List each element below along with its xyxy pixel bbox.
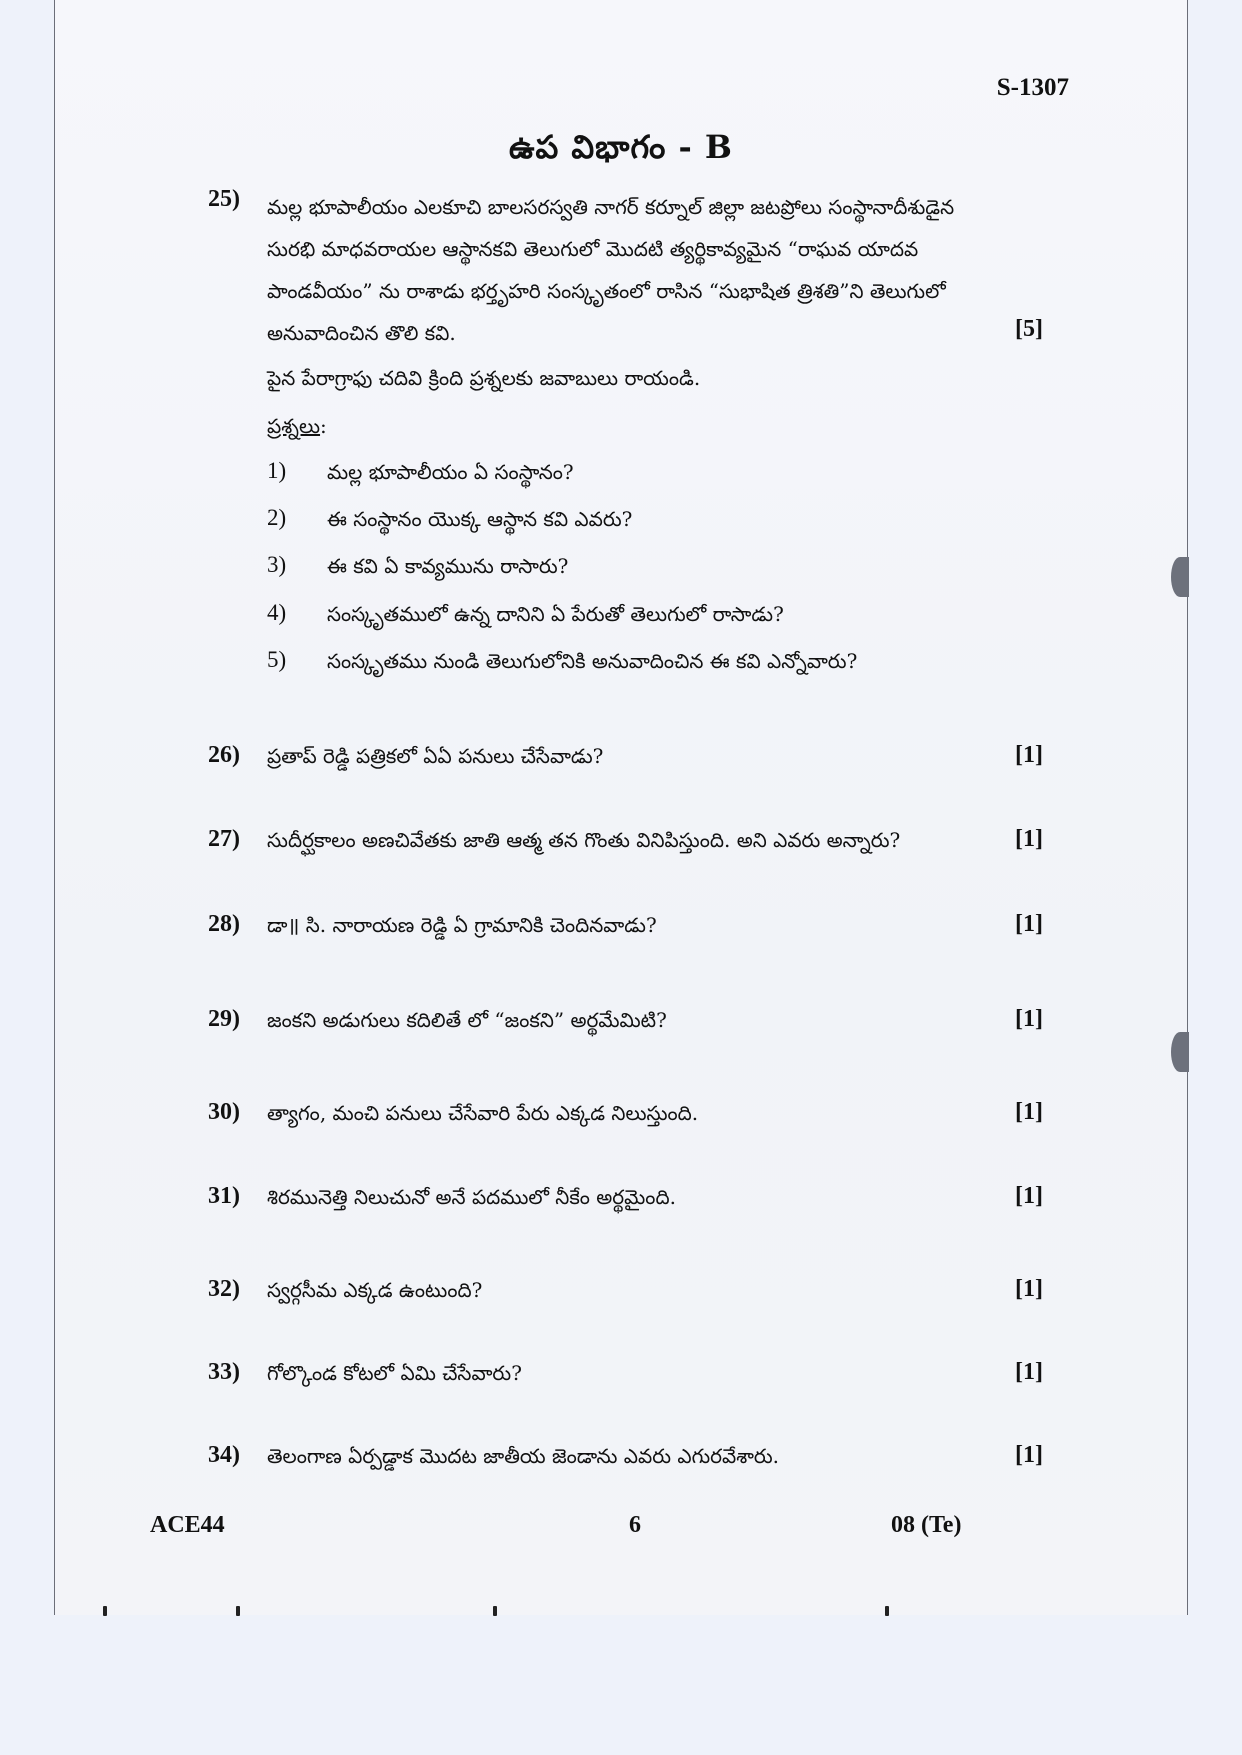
sub-question-number: 5) bbox=[267, 647, 287, 672]
q25-paragraph-line: మల్ల భూపాలీయం ఎలకూచి బాలసరస్వతి నాగర్ కర్నూల్ జిల్లా జటప్రోలు సంస్థానాదీశుడైన bbox=[267, 195, 955, 219]
question-number: 29) bbox=[208, 1006, 240, 1032]
sub-question-text: ఈ కవి ఏ కావ్యమును రాసారు? bbox=[327, 554, 569, 578]
question-text: శిరమునెత్తి నిలుచునో అనే పదములో నీకేం అర్థమైంది. bbox=[267, 1185, 676, 1209]
q25-paragraph-line: అనువాదించిన తొలి కవి. bbox=[267, 321, 456, 345]
question-number: 26) bbox=[208, 742, 240, 768]
exam-page bbox=[54, 0, 1188, 1615]
footer-code: ACE44 bbox=[150, 1512, 225, 1538]
question-number: 34) bbox=[208, 1442, 240, 1468]
page-number: 6 bbox=[629, 1512, 641, 1538]
q25-paragraph-line: సురభి మాధవరాయల ఆస్థానకవి తెలుగులో మొదటి త్యర్థికావ్యమైన “రాఘవ యాదవ bbox=[267, 237, 919, 261]
sub-question-number: 4) bbox=[267, 600, 287, 625]
sub-question-text: సంస్కృతములో ఉన్న దానిని ఏ పేరుతో తెలుగులో రాసాడు? bbox=[327, 602, 784, 626]
question-marks: [1] bbox=[1015, 1442, 1043, 1468]
sub-question-text: ఈ సంస్థానం యొక్క ఆస్థాన కవి ఎవరు? bbox=[327, 507, 633, 531]
question-text: తెలంగాణ ఏర్పడ్డాక మొదట జాతీయ జెండాను ఎవరు ఎగురవేశారు. bbox=[267, 1444, 780, 1468]
sub-question-number: 3) bbox=[267, 552, 287, 577]
question-text: స్వర్గసీమ ఎక్కడ ఉంటుంది? bbox=[267, 1278, 483, 1302]
question-text: ప్రతాప్ రెడ్డి పత్రికలో ఏఏ పనులు చేసేవాడు? bbox=[267, 744, 604, 768]
question-marks: [1] bbox=[1015, 1006, 1043, 1032]
scan-mark bbox=[103, 1606, 107, 1616]
question-text: జంకని అడుగులు కదిలితే లో “జంకని” అర్థమేమిటి? bbox=[267, 1008, 667, 1032]
question-text: గోల్కొండ కోటలో ఏమి చేసేవారు? bbox=[267, 1361, 522, 1385]
q25-paragraph-line: పాండవీయం” ను రాశాడు భర్తృహరి సంస్కృతంలో రాసిన “సుభాషిత త్రిశతి”ని తెలుగులో bbox=[267, 279, 946, 303]
question-number-25: 25) bbox=[208, 186, 240, 212]
question-number: 27) bbox=[208, 826, 240, 852]
question-marks: [1] bbox=[1015, 826, 1043, 852]
binder-hole-icon bbox=[1171, 557, 1189, 597]
question-number: 33) bbox=[208, 1359, 240, 1385]
question-text: సుదీర్ఘకాలం అణచివేతకు జాతి ఆత్మ తన గొంతు వినిపిస్తుంది. అని ఎవరు అన్నారు? bbox=[267, 828, 901, 852]
q25-paragraph bbox=[267, 186, 1137, 354]
binder-hole-icon bbox=[1171, 1032, 1189, 1072]
scan-mark bbox=[885, 1606, 889, 1616]
question-number: 28) bbox=[208, 911, 240, 937]
question-marks: [1] bbox=[1015, 1183, 1043, 1209]
q25-instruction: పైన పేరాగ్రాఫు చదివి క్రింది ప్రశ్నలకు జవాబులు రాయండి. bbox=[267, 366, 701, 390]
sub-question-text: మల్ల భూపాలీయం ఏ సంస్థానం? bbox=[327, 460, 574, 484]
question-number: 31) bbox=[208, 1183, 240, 1209]
sub-question-number: 1) bbox=[267, 458, 287, 483]
question-marks: [1] bbox=[1015, 1099, 1043, 1125]
sub-question-text: సంస్కృతము నుండి తెలుగులోనికి అనువాదించిన ఈ కవి ఎన్నోవారు? bbox=[327, 649, 858, 673]
scan-mark bbox=[493, 1606, 497, 1616]
question-marks: [1] bbox=[1015, 1276, 1043, 1302]
question-text: డా॥ సి. నారాయణ రెడ్డి ఏ గ్రామానికి చెందినవాడు? bbox=[267, 913, 657, 937]
sub-question-number: 2) bbox=[267, 505, 287, 530]
question-marks: [1] bbox=[1015, 1359, 1043, 1385]
footer-language-code: 08 (Te) bbox=[891, 1512, 962, 1538]
q25-marks: [5] bbox=[1015, 316, 1043, 342]
question-number: 30) bbox=[208, 1099, 240, 1125]
section-heading: ఉప విభాగం - B bbox=[509, 128, 733, 166]
question-marks: [1] bbox=[1015, 742, 1043, 768]
question-number: 32) bbox=[208, 1276, 240, 1302]
question-text: త్యాగం, మంచి పనులు చేసేవారి పేరు ఎక్కడ నిలుస్తుంది. bbox=[267, 1101, 699, 1125]
paper-code: S-1307 bbox=[996, 74, 1069, 101]
questions-label-text: ప్రశ్నలు bbox=[267, 414, 321, 438]
question-marks: [1] bbox=[1015, 911, 1043, 937]
scan-mark bbox=[236, 1606, 240, 1616]
q25-questions-label: ప్రశ్నలు: bbox=[267, 414, 327, 438]
